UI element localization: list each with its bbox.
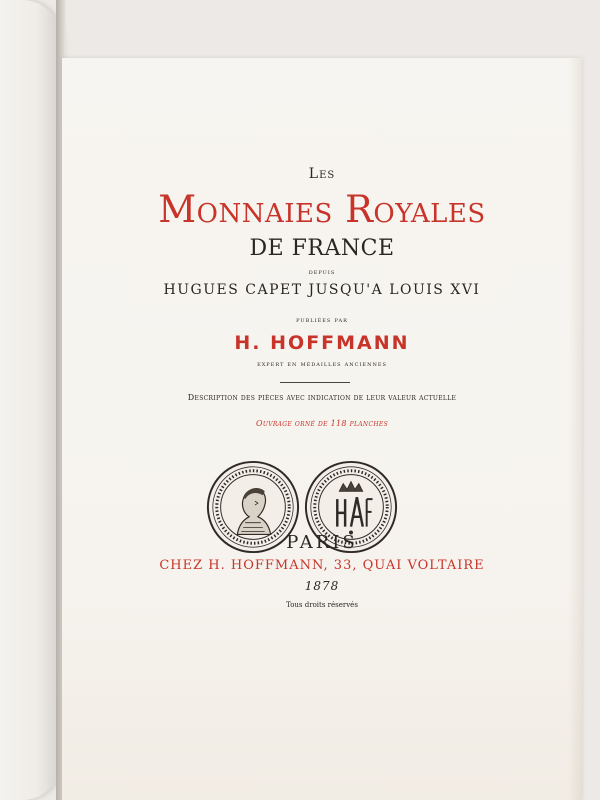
plates-note: Ouvrage orné de 118 planches [256, 419, 388, 428]
rights-notice: Tous droits réservés [286, 601, 358, 609]
main-title: Monnaies Royales [158, 188, 486, 231]
publication-city: PARIS [286, 532, 358, 553]
left-page-edge [0, 0, 62, 800]
divider-rule [280, 382, 350, 383]
publisher-address: CHEZ H. HOFFMANN, 33, QUAI VOLTAIRE [159, 558, 485, 573]
author-credential: expert en médailles anciennes [257, 360, 387, 368]
description-line: Description des pièces avec indication de leur valeur actuelle [187, 393, 457, 402]
published-by-label: publiées par [296, 316, 348, 324]
publication-year: 1878 [304, 579, 340, 593]
article-les: Les [308, 166, 336, 182]
dynasty-range: HUGUES CAPET JUSQU'A LOUIS XVI [163, 282, 481, 298]
author-name: H. HOFFMANN [234, 332, 410, 354]
depuis-label: depuis [308, 268, 336, 276]
title-page [62, 58, 582, 800]
subtitle: DE FRANCE [249, 236, 395, 261]
